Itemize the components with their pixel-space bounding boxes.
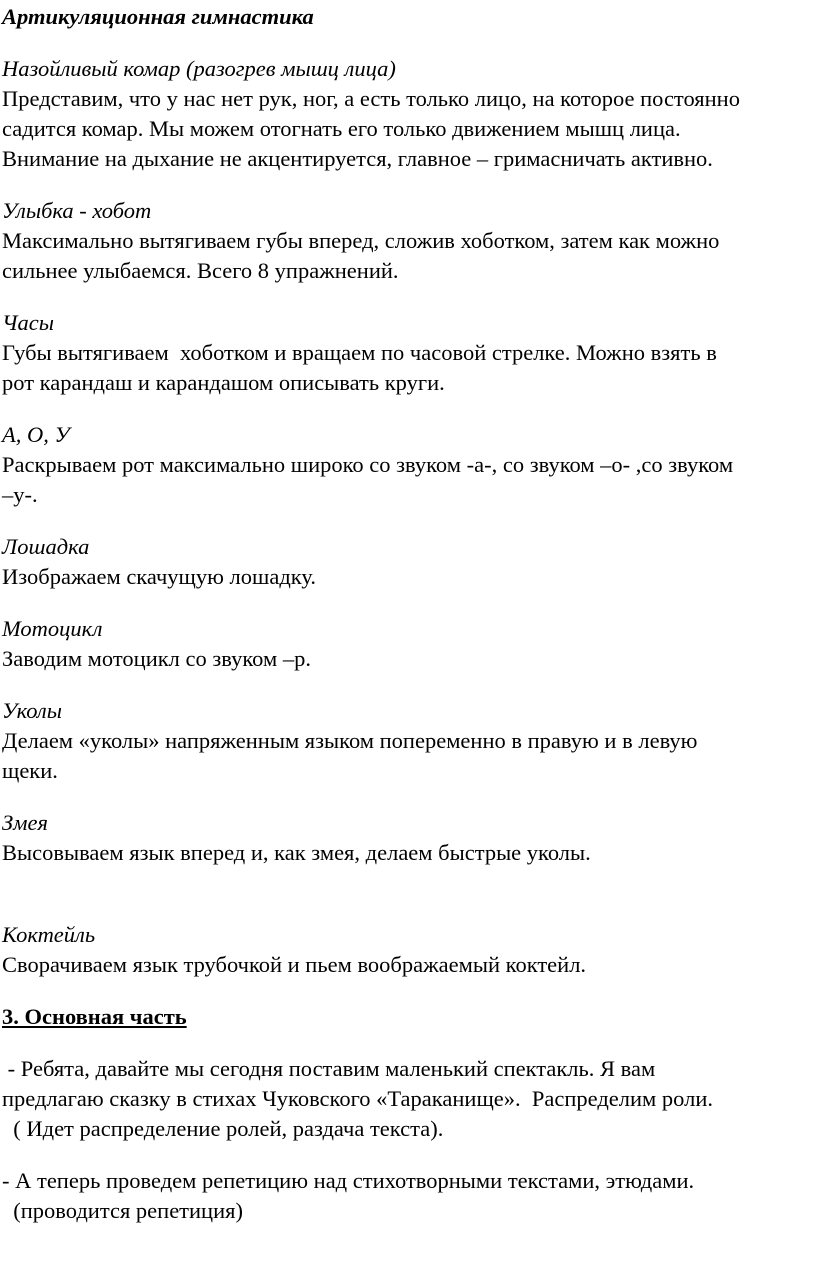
exercise-title: Змея [2, 810, 48, 835]
exercise-title: Назойливый комар (разогрев мышц лица) [2, 56, 396, 81]
document-page [2, 2, 812, 1226]
paragraph-line: (проводится репетиция) [2, 1198, 243, 1223]
exercise-text-line: Представим, что у нас нет рук, ног, а есть только лицо, на которое постоянно [2, 86, 740, 111]
exercise-text-line: Делаем «уколы» напряженным языком попеременно в правую и в левую [2, 728, 698, 753]
exercise-title: Уколы [2, 698, 62, 723]
exercise-text-line: сильнее улыбаемся. Всего 8 упражнений. [2, 258, 399, 283]
exercise-text-line: Изображаем скачущую лошадку. [2, 564, 317, 589]
exercise-text-line: Заводим мотоцикл со звуком –р. [2, 646, 311, 671]
exercise-block [2, 308, 812, 398]
exercise-text-line: Сворачиваем язык трубочкой и пьем воображаемый коктейл. [2, 952, 587, 977]
exercise-block [2, 532, 812, 592]
section-title: 3. Основная часть [2, 1004, 187, 1029]
exercise-text-line: Раскрываем рот максимально широко со звуком -а-, со звуком –о- ,со звуком [2, 452, 734, 477]
exercise-text-line: Губы вытягиваем хоботком и вращаем по часовой стрелке. Можно взять в [2, 340, 717, 365]
paragraph-line: - Ребята, давайте мы сегодня поставим маленький спектакль. Я вам [2, 1056, 656, 1081]
exercise-text-line: щеки. [2, 758, 58, 783]
exercise-text-line: рот карандаш и карандашом описывать круги. [2, 370, 445, 395]
exercise-block [2, 196, 812, 286]
exercise-block [2, 614, 812, 674]
document-heading: Артикуляционная гимнастика [2, 4, 314, 29]
exercise-block [2, 696, 812, 786]
exercise-block [2, 920, 812, 980]
exercise-text-line: Внимание на дыхание не акцентируется, главное – гримасничать активно. [2, 146, 713, 171]
paragraph-line: - А теперь проведем репетицию над стихотворными текстами, этюдами. [2, 1168, 695, 1193]
paragraph-line: предлагаю сказку в стихах Чуковского «Тараканище». Распределим роли. [2, 1086, 714, 1111]
exercise-title: Улыбка - хобот [2, 198, 152, 223]
section-paragraph [2, 1166, 812, 1226]
exercise-block [2, 420, 812, 510]
exercise-text-line: Максимально вытягиваем губы вперед, сложив хоботком, затем как можно [2, 228, 720, 253]
exercise-title: А, О, У [2, 422, 70, 447]
paragraph-line: ( Идет распределение ролей, раздача текста). [2, 1116, 444, 1141]
exercise-block [2, 54, 812, 174]
section-paragraph [2, 1054, 812, 1144]
exercise-text-line: –у-. [2, 482, 38, 507]
exercise-title: Лошадка [2, 534, 90, 559]
exercise-text-line: садится комар. Мы можем отогнать его только движением мышц лица. [2, 116, 681, 141]
exercise-title: Часы [2, 310, 54, 335]
exercise-title: Коктейль [2, 922, 96, 947]
exercise-block [2, 808, 812, 868]
exercise-text-line: Высовываем язык вперед и, как змея, делаем быстрые уколы. [2, 840, 591, 865]
exercise-title: Мотоцикл [2, 616, 103, 641]
